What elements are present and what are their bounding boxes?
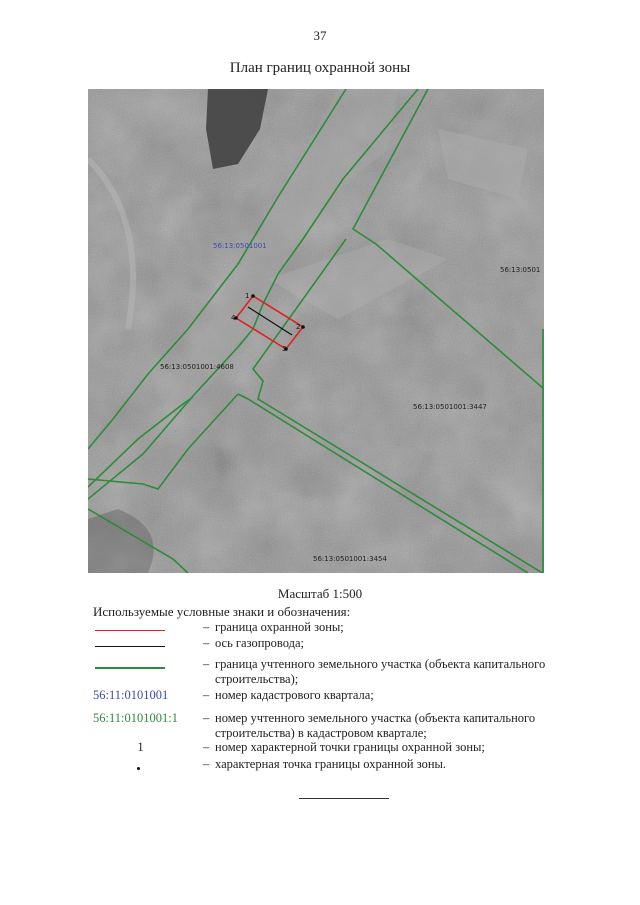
boundary-point-1-label: 1	[245, 292, 250, 300]
footer-divider	[299, 798, 389, 799]
legend-symbol-pipeline-axis	[93, 636, 203, 651]
legend-symbol-point-number: 1	[137, 740, 144, 754]
boundary-point-2-label: 2	[296, 323, 301, 331]
legend-desc: граница охранной зоны;	[215, 620, 344, 634]
parcel-label-4608: 56:13:0501001:4608	[160, 363, 234, 371]
legend-desc: номер кадастрового квартала;	[215, 688, 374, 702]
legend-dash: –	[203, 688, 210, 702]
legend-symbol-parcel-boundary	[93, 657, 203, 672]
boundary-point-1-marker	[251, 294, 255, 298]
legend-desc: граница учтенного земельного участка (объекта капитального строительства);	[215, 657, 546, 686]
legend-symbol-parcel-number: 56:11:0101001:1	[93, 711, 178, 725]
parcel-label-edge: 56:13:0501	[500, 266, 541, 274]
parcel-label-3454: 56:13:0501001:3454	[313, 555, 387, 563]
legend-dash: –	[203, 740, 210, 754]
boundary-point-4-label: 4	[231, 314, 236, 322]
map-scale: Масштаб 1:500	[277, 586, 363, 601]
legend-desc: номер учтенного земельного участка (объекта капитального строительства) в кадастровом квартале;	[215, 711, 536, 740]
legend-dash: –	[203, 711, 210, 725]
cadastral-quarter-label: 56:13:0501001	[213, 242, 267, 250]
legend-symbol-zone-boundary	[93, 620, 203, 635]
aerial-map[interactable]	[88, 89, 544, 573]
page-number: 37	[313, 28, 327, 43]
boundary-point-3-label: 3	[282, 345, 287, 353]
legend-desc: характерная точка границы охранной зоны.	[215, 757, 447, 771]
legend-dash: –	[203, 757, 210, 771]
legend-symbol-quarter-number: 56:11:0101001	[93, 688, 169, 702]
legend-dash: –	[203, 620, 210, 634]
page-title: План границ охранной зоны	[229, 60, 411, 76]
parcel-label-3447: 56:13:0501001:3447	[413, 403, 487, 411]
legend-desc: номер характерной точки границы охранной зоны;	[215, 740, 485, 754]
legend-desc: ось газопровода;	[215, 636, 305, 650]
legend-dash: –	[203, 636, 210, 650]
legend-dash: –	[203, 657, 210, 671]
boundary-point-2-marker	[301, 325, 305, 329]
legend-title: Используемые условные знаки и обозначения:	[93, 604, 351, 619]
legend-symbol-point-marker	[93, 757, 203, 772]
